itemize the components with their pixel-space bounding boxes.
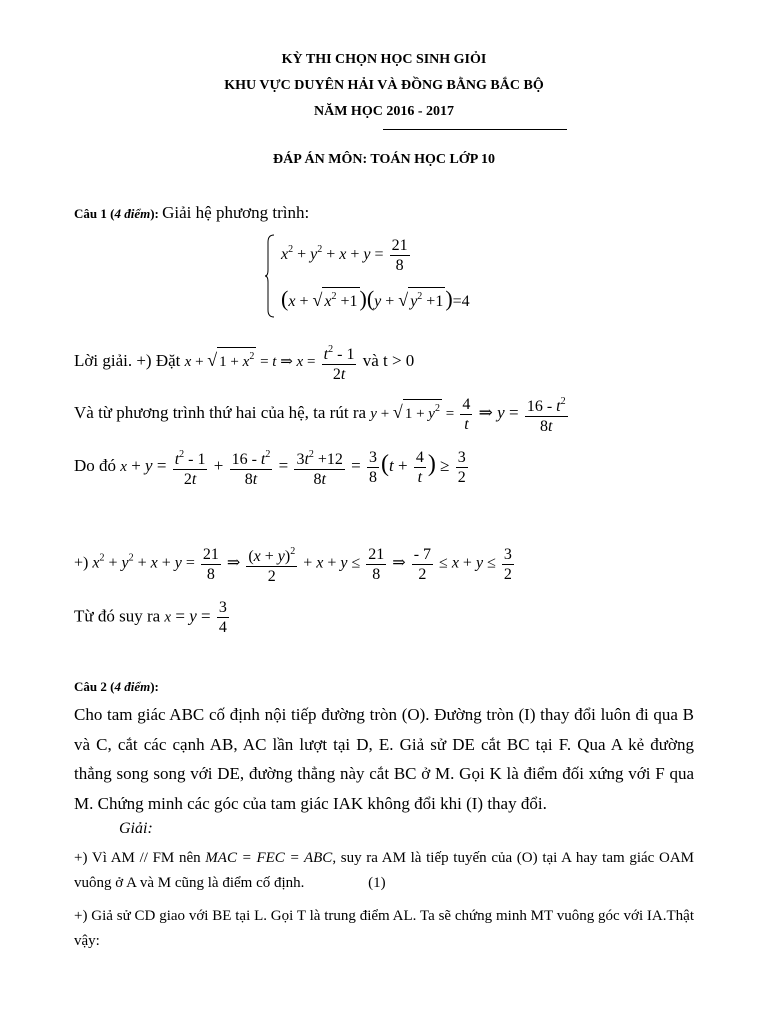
system-brace [264,234,274,318]
step1-angles: MAC = FEC = ABC [205,850,333,866]
eq2-rhs: =4 [452,293,470,310]
system-eq2: (x + √ $x^2 +1)(y$ + √ $y^2 +1)=4$ [281,286,470,311]
exam-region: KHU VỰC DUYÊN HẢI VÀ ĐỒNG BẰNG BẮC BỘ [224,78,544,93]
conclude-text: Từ đó suy ra [74,606,161,626]
solution-substitution: Lời giải. +) Đặt x + √ $1 + x^2 = t$ ⇒ x = $\frac{t^2 - 1}{2t}$ và t > 0 [74,340,414,384]
exam-year: NĂM HỌC 2016 - 2017 [314,104,454,119]
q1-heading [74,203,309,223]
q2-problem: Cho tam giác ABC cố định nội tiếp đường tròn (O). Đường tròn (I) thay đổi luôn đi qua B và C, cắt các cạnh AB, AC lần lượt tại D, E. Giả sử DE cắt BC tại F. Qua A kẻ đường thẳng song song với DE, đường thẳng này cắt BC ở M. Gọi K là điểm đối xứng với F qua M. Chứng minh các góc của tam giác IAK không đổi khi (I) thay đổi. [74,705,694,813]
hence-text: Do đó [74,455,117,475]
answer-key-subject: ĐÁP ÁN MÔN: TOÁN HỌC LỚP 10 [273,152,495,167]
solution-sum: Do đó x + y = $\frac{t^2 - 1}{2t}$ + $\frac{16 - t^2}{8t}$ = $\frac{3t^2 +12}{8t}$ = $\frac{3}{8}$ (t + $\frac{4}{t}$ ) ≥ $\frac{3}{2}$ [74,445,470,489]
solution-intro: Lời giải. +) Đặt [74,350,181,370]
step1-start: +) Vì AM // FM nên [74,850,201,866]
q2-label-end: ): [150,679,159,694]
q2-step1 [74,846,694,896]
solution-inequality: +) $x^2 + y^2 + x + y$ = $\frac{21}{8}$ ⇒ $\frac{(x + y)^2}{2}$ + x + y ≤ $\frac{21}{8}$ ⇒ $\frac{- 7}{2}$ ≤ x + y ≤ $\frac{3}{2}$ [74,542,516,586]
q1-label: Câu 1 ( [74,206,115,221]
q2-points: 4 điểm [114,679,151,694]
q1-prompt: Giải hệ phương trình: [162,203,310,222]
step1-ref: (1) [368,875,386,891]
q2-solution-label: Giải: [119,820,153,837]
q2-label: Câu 2 ( [74,679,115,694]
q1-label-end: ): [150,206,159,221]
q2-step2: +) Giả sử CD giao với BE tại L. Gọi T là trung điểm AL. Ta sẽ chứng minh MT vuông góc với IA.Thật vậy: [74,908,694,949]
plus-marker: +) [74,554,89,572]
from-second-text: Và từ phương trình thứ hai của hệ, ta rút ra [74,402,367,422]
q2-heading [74,679,159,695]
exam-title: KỲ THI CHỌN HỌC SINH GIỎI [281,52,487,67]
solution-conclusion: Từ đó suy ra x = y = $\frac{3}{4}$ [74,599,227,636]
q1-points: 4 điểm [114,206,151,221]
step1-rest: , suy ra AM là tiếp tuyến của (O) tại A hay tam giác OAM vuông ở A và M cũng là điểm cố định. [74,850,695,891]
solution-condition: và t > 0 [362,350,415,370]
eq1-denominator: 8 [395,257,404,274]
solution-second-eq: Và từ phương trình thứ hai của hệ, ta rút ra y + √ $1 + y^2$ = $\frac{4}{t}$ ⇒ y = $\frac{16 - t^2}{8t}$ [74,392,570,436]
system-eq1: $x^2 + y^2 + x + y$ = $\frac{21}{8}$ [281,237,408,274]
header-divider [383,129,567,130]
eq1-numerator: 21 [391,237,408,254]
